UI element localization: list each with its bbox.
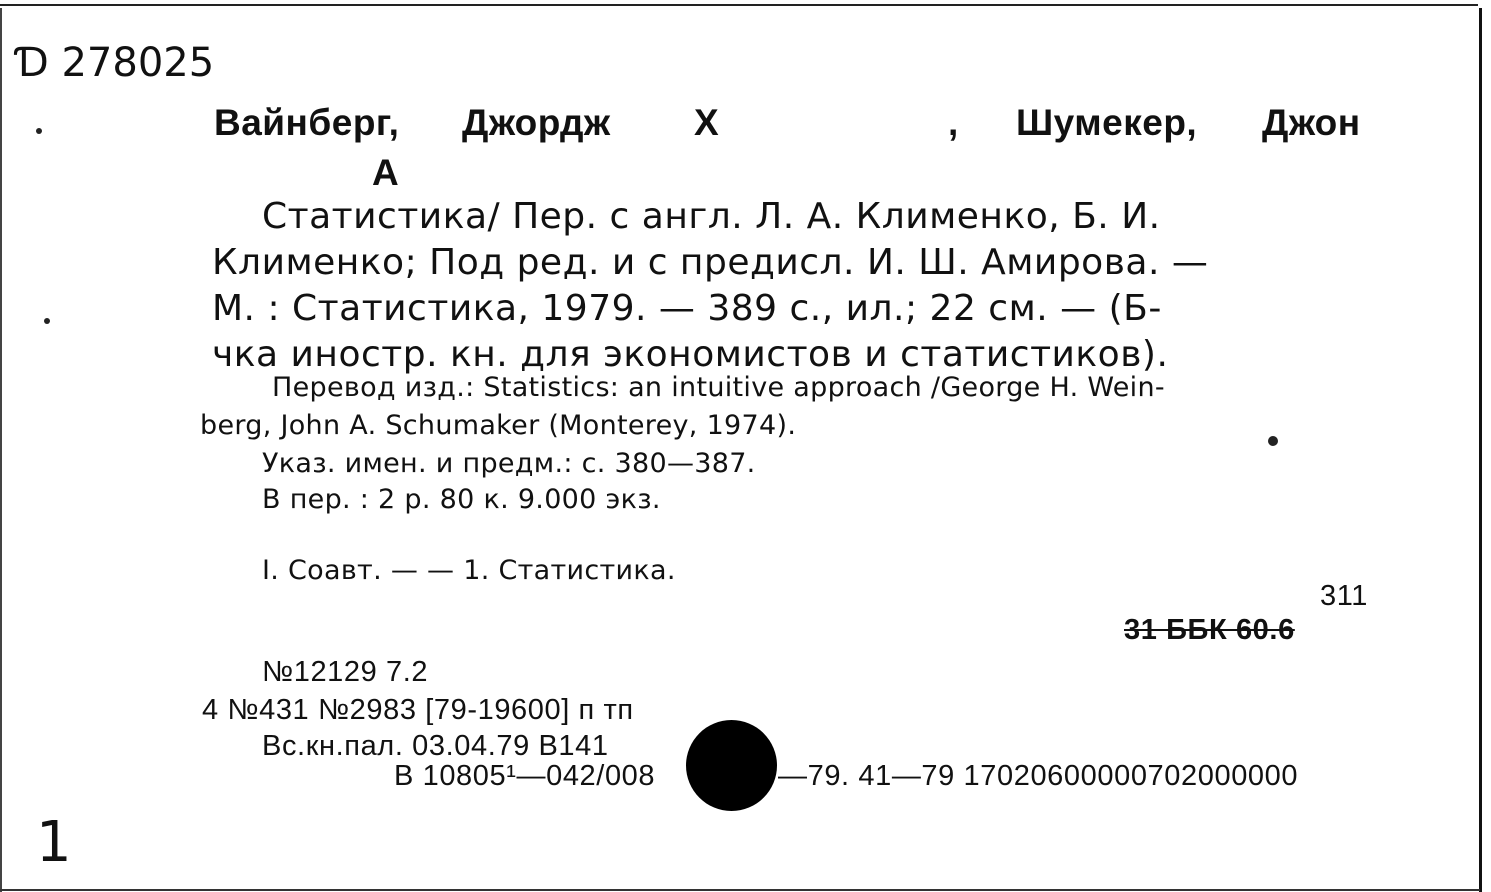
author1-surname: Вайнберг, [214, 102, 400, 143]
ink-dot [44, 318, 50, 324]
publisher-code-left: В 10805¹—042/008 [394, 760, 656, 792]
author1-given: Джордж [462, 102, 611, 143]
ink-dot [36, 128, 42, 134]
book-chamber-line: Вс.кн.пал. 03.04.79 В141 [262, 730, 609, 762]
description-line-2: Клименко; Под ред. и с предисл. И. Ш. Амирова. — [212, 242, 1209, 283]
description-line-3: М. : Статистика, 1979. — 389 с., ил.; 22 см. — (Б- [212, 288, 1162, 329]
card-border-left [0, 8, 2, 892]
card-border-bottom [0, 889, 1480, 891]
handwritten-call-number: Ɗ 278025 [16, 40, 215, 86]
author2-surname: Шумекер, [1016, 102, 1198, 143]
class-number-311: 311 [1320, 580, 1369, 612]
card-border-right [1479, 8, 1482, 892]
description-line-4: чка иностр. кн. для экономистов и статистиков). [212, 334, 1169, 375]
order-line: 4 №431 №2983 [79-19600] п тп [202, 694, 634, 726]
ink-dot [1268, 436, 1278, 446]
note-index: Указ. имен. и предм.: с. 380—387. [262, 448, 756, 479]
card-border-top [0, 4, 1478, 6]
description-line-1: Статистика/ Пер. с англ. Л. А. Клименко, Б. И. [262, 196, 1161, 237]
class-bbk-struck: 31 ББК 60.6 [1124, 614, 1295, 646]
author-separator: , [948, 102, 959, 143]
author2-given: Джон [1262, 102, 1361, 143]
punch-hole [686, 720, 777, 811]
author1-initial: Х [694, 102, 720, 143]
note-original-title: Перевод изд.: Statistics: an intuitive approach /George H. Wein- [272, 372, 1165, 403]
handwritten-mark: 1 [36, 810, 72, 875]
note-price: В пер. : 2 р. 80 к. 9.000 экз. [262, 484, 661, 515]
author2-initial: А [372, 152, 400, 193]
publisher-code-right: —79. 41—79 17020600000702000000 [778, 760, 1299, 792]
note-original-title-cont: berg, John A. Schumaker (Monterey, 1974). [200, 410, 797, 441]
tracing-line: I. Соавт. — — 1. Статистика. [262, 555, 676, 586]
card-number: №12129 7.2 [262, 656, 429, 688]
